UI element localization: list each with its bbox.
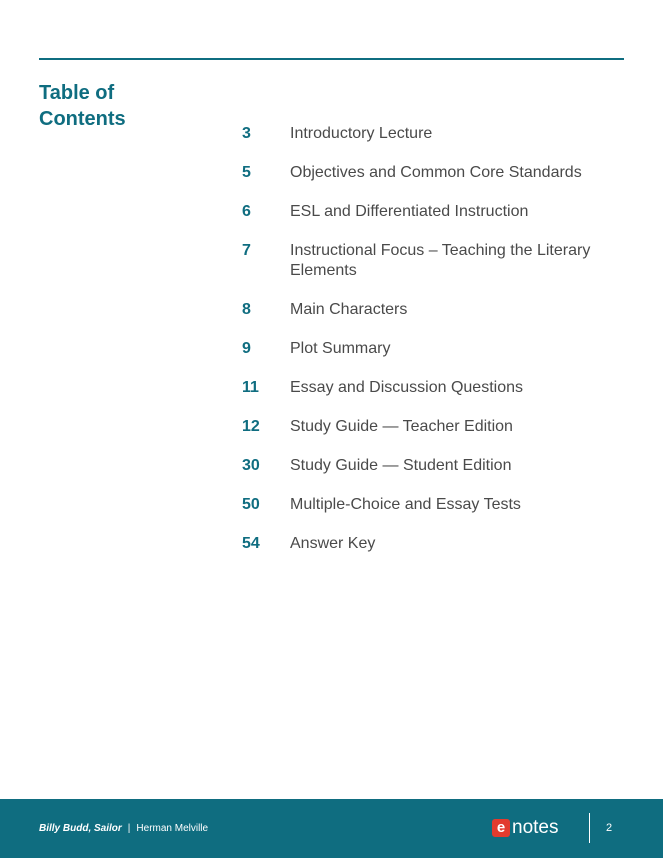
- toc-item[interactable]: [242, 495, 622, 515]
- toc-entry-title: Instructional Focus – Teaching the Literary Elements: [290, 242, 591, 279]
- toc-page-number: 5: [242, 164, 251, 181]
- page-number: 2: [606, 822, 613, 834]
- footer-book-title: Billy Budd, Sailor: [39, 823, 122, 834]
- toc-page-number: 12: [242, 418, 260, 435]
- toc-item[interactable]: [242, 300, 622, 320]
- toc-item[interactable]: [242, 456, 622, 476]
- toc-entry-title: Introductory Lecture: [290, 125, 433, 142]
- toc-list: [242, 124, 622, 573]
- toc-entry-title: ESL and Differentiated Instruction: [290, 203, 529, 220]
- toc-entry-title: Answer Key: [290, 535, 376, 552]
- toc-item[interactable]: [242, 378, 622, 398]
- toc-page-number: 9: [242, 340, 251, 357]
- toc-entry-title: Essay and Discussion Questions: [290, 379, 523, 396]
- toc-item[interactable]: [242, 202, 622, 222]
- footer-book-info: [39, 822, 208, 836]
- toc-entry-title: Main Characters: [290, 301, 408, 318]
- toc-entry-title: Study Guide — Student Edition: [290, 457, 512, 474]
- toc-entry-title: Study Guide — Teacher Edition: [290, 418, 513, 435]
- page-footer: [0, 799, 663, 858]
- toc-item[interactable]: [242, 534, 622, 554]
- enotes-logo-mark: e: [492, 819, 510, 837]
- toc-heading: Table of Contents: [39, 82, 126, 130]
- toc-page-number: 11: [242, 379, 259, 396]
- enotes-logo-text: notes: [512, 817, 559, 838]
- toc-item[interactable]: [242, 339, 622, 359]
- footer-author: Herman Melville: [136, 823, 209, 834]
- toc-page-number: 54: [242, 535, 260, 552]
- footer-separator: |: [127, 823, 131, 834]
- toc-page-number: 7: [242, 242, 251, 259]
- enotes-logo[interactable]: [492, 817, 558, 839]
- toc-item[interactable]: [242, 417, 622, 437]
- toc-item[interactable]: [242, 241, 622, 281]
- toc-page-number: 30: [242, 457, 260, 474]
- toc-page-number: 3: [242, 125, 251, 142]
- toc-page-number: 50: [242, 496, 260, 513]
- toc-page-number: 6: [242, 203, 251, 220]
- toc-entry-title: Objectives and Common Core Standards: [290, 164, 582, 181]
- footer-divider: [589, 813, 590, 843]
- toc-item[interactable]: [242, 124, 622, 144]
- toc-page-number: 8: [242, 301, 251, 318]
- toc-item[interactable]: [242, 163, 622, 183]
- toc-entry-title: Plot Summary: [290, 340, 391, 357]
- toc-entry-title: Multiple-Choice and Essay Tests: [290, 496, 521, 513]
- top-rule: [39, 58, 624, 60]
